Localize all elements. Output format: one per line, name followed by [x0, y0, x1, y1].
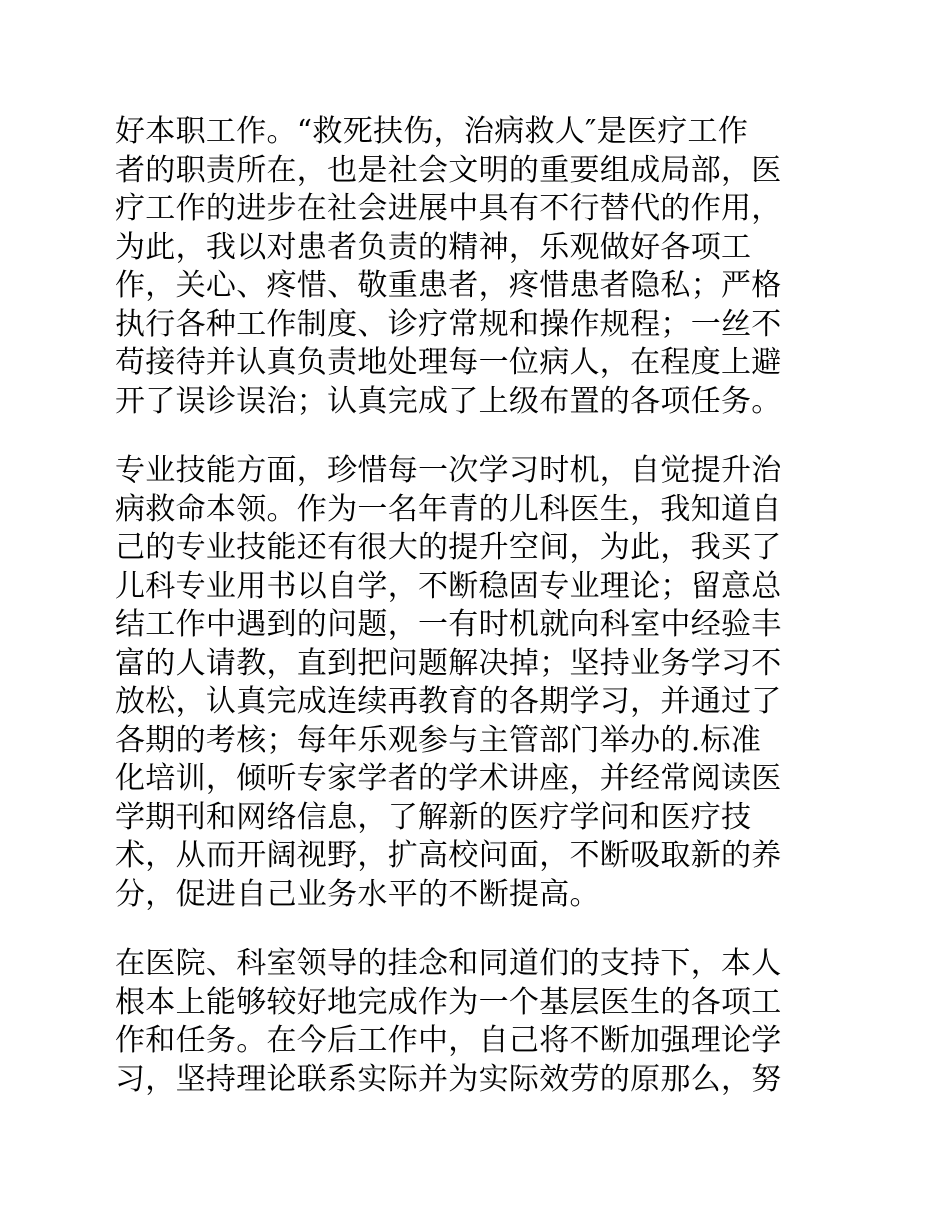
text-line: 作和任务。在今后工作中，自己将不断加强理论学 — [115, 1023, 782, 1058]
text-line: 疗工作的进步在社会进展中具有不行替代的作用， — [115, 191, 782, 226]
text-line: 病救命本领。作为一名年青的儿科医生，我知道自 — [115, 491, 782, 527]
text-line: 各期的考核；每年乐观参与主管部门举办的.标准 — [115, 722, 762, 758]
text-line: 执行各种工作制度、诊疗常规和操作规程；一丝不 — [115, 306, 782, 342]
text-line: 在医院、科室领导的挂念和同道们的支持下，本人 — [115, 946, 782, 981]
text-line: 为此，我以对患者负责的精神，乐观做好各项工 — [115, 229, 752, 265]
text-line: 化培训，倾听专家学者的学术讲座，并经常阅读医 — [115, 761, 782, 796]
text-line: 术，从而开阔视野，扩高校问面，不断吸取新的养 — [115, 838, 782, 873]
text-line: 学期刊和网络信息，了解新的医疗学问和医疗技 — [115, 799, 752, 835]
text-line: 专业技能方面，珍惜每一次学习时机，自觉提升治 — [115, 453, 782, 488]
text-line: 儿科专业用书以自学，不断稳固专业理论；留意总 — [115, 568, 782, 604]
paragraph-professional-skills — [115, 452, 835, 914]
text-line: 放松，认真完成连续再教育的各期学习，并通过了 — [115, 684, 782, 719]
paragraph-duties — [115, 113, 835, 421]
text-line: 结工作中遇到的问题，一有时机就向科室中经验丰 — [115, 607, 782, 642]
text-line: 好本职工作。“救死扶伤，治病救人″是医疗工作 — [115, 114, 749, 149]
text-line: 者的职责所在，也是社会文明的重要组成局部，医 — [115, 152, 782, 188]
text-line: 己的专业技能还有很大的提升空间，为此，我买了 — [115, 530, 782, 565]
text-line: 苟接待并认真负责地处理每一位病人，在程度上避 — [115, 345, 782, 380]
text-line: 富的人请教，直到把问题解决掉；坚持业务学习不 — [115, 645, 782, 681]
text-line: 根本上能够较好地完成作为一个基层医生的各项工 — [115, 984, 782, 1020]
text-line: 开了误诊误治；认真完成了上级布置的各项任务。 — [115, 383, 782, 419]
text-line: 作，关心、疼惜、敬重患者，疼惜患者隐私；严格 — [115, 268, 782, 303]
text-line: 分，促进自己业务水平的不断提高。 — [115, 876, 600, 912]
text-line: 习，坚持理论联系实际并为实际效劳的原那么，努 — [115, 1061, 782, 1097]
paragraph-conclusion — [115, 945, 835, 1099]
